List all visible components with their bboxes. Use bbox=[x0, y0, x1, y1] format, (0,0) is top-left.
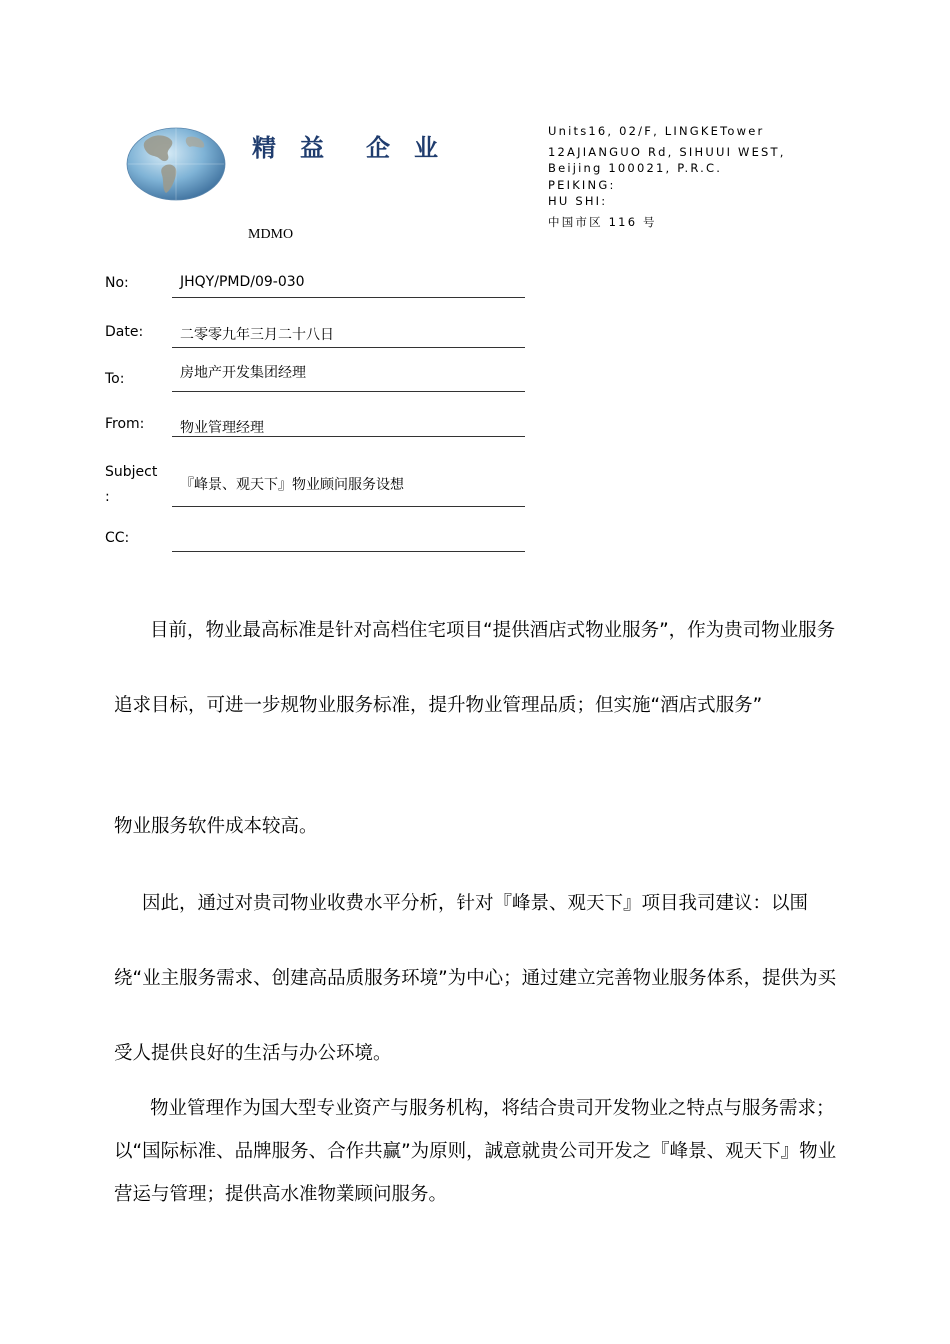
no-underline bbox=[172, 297, 525, 298]
subject-label bbox=[105, 460, 157, 510]
company-char: 精 bbox=[252, 133, 278, 162]
cc-underline bbox=[172, 551, 525, 552]
address-line: PEIKING: bbox=[548, 177, 616, 192]
company-char: 企 bbox=[366, 133, 392, 162]
from-label: From: bbox=[105, 416, 145, 432]
address-line: Units16, 02/F, LINGKETower bbox=[548, 124, 765, 138]
date-value: 二零零九年三月二十八日 bbox=[180, 327, 334, 343]
body-paragraph-3: 物业管理作为国大型专业资产与服务机构，将结合贵司开发物业之特点与服务需求；以“国际标准、品牌服务、合作共赢”为原则，誠意就贵公司开发之『峰景、观天下』物业营运与管理；提供高水准物業顾问服务。 bbox=[114, 1098, 837, 1205]
company-char: 益 bbox=[300, 133, 326, 162]
body-paragraph-1-continued: 物业服务软件成本较高。 bbox=[114, 816, 318, 837]
from-value: 物业管理经理 bbox=[180, 420, 264, 436]
subject-label-colon: : bbox=[105, 489, 110, 505]
to-underline bbox=[172, 391, 525, 392]
body-paragraph-2: 因此，通过对贵司物业收费水平分析，针对『峰景、观天下』项目我司建议：以围绕“业主服务需求、创建高品质服务环境”为中心；通过建立完善物业服务体系，提供为买受人提供良好的生活与办公环境。 bbox=[114, 893, 837, 1064]
subject-label-line: Subject bbox=[105, 464, 158, 480]
body-paragraph-1: 目前，物业最高标准是针对高档住宅项目“提供酒店式物业服务”，作为贵司物业服务追求目标，可进一步规物业服务标准，提升物业管理品质；但实施“酒店式服务” bbox=[114, 620, 836, 716]
company-char: 业 bbox=[414, 133, 440, 162]
address-line: HU SHI: bbox=[548, 194, 608, 208]
address-line: 12AJIANGUO Rd, SIHUUI WEST, bbox=[548, 144, 786, 159]
date-label: Date: bbox=[105, 324, 144, 340]
no-value: JHQY/PMD/09-030 bbox=[180, 274, 305, 290]
address-line: 中国市区 116 号 bbox=[548, 214, 657, 229]
company-name bbox=[252, 128, 462, 163]
no-label: No: bbox=[105, 275, 129, 291]
subject-value: 『峰景、观天下』物业顾问服务设想 bbox=[180, 477, 404, 493]
document-type: MDMO bbox=[248, 227, 294, 242]
globe-logo-icon bbox=[126, 127, 226, 201]
company-address bbox=[548, 123, 786, 230]
to-label: To: bbox=[105, 371, 125, 387]
cc-label: CC: bbox=[105, 530, 130, 546]
address-line: Beijing 100021, P.R.C. bbox=[548, 161, 723, 175]
subject-underline bbox=[172, 506, 525, 507]
date-underline bbox=[172, 347, 525, 348]
to-value: 房地产开发集团经理 bbox=[180, 365, 306, 381]
from-underline bbox=[172, 436, 525, 437]
